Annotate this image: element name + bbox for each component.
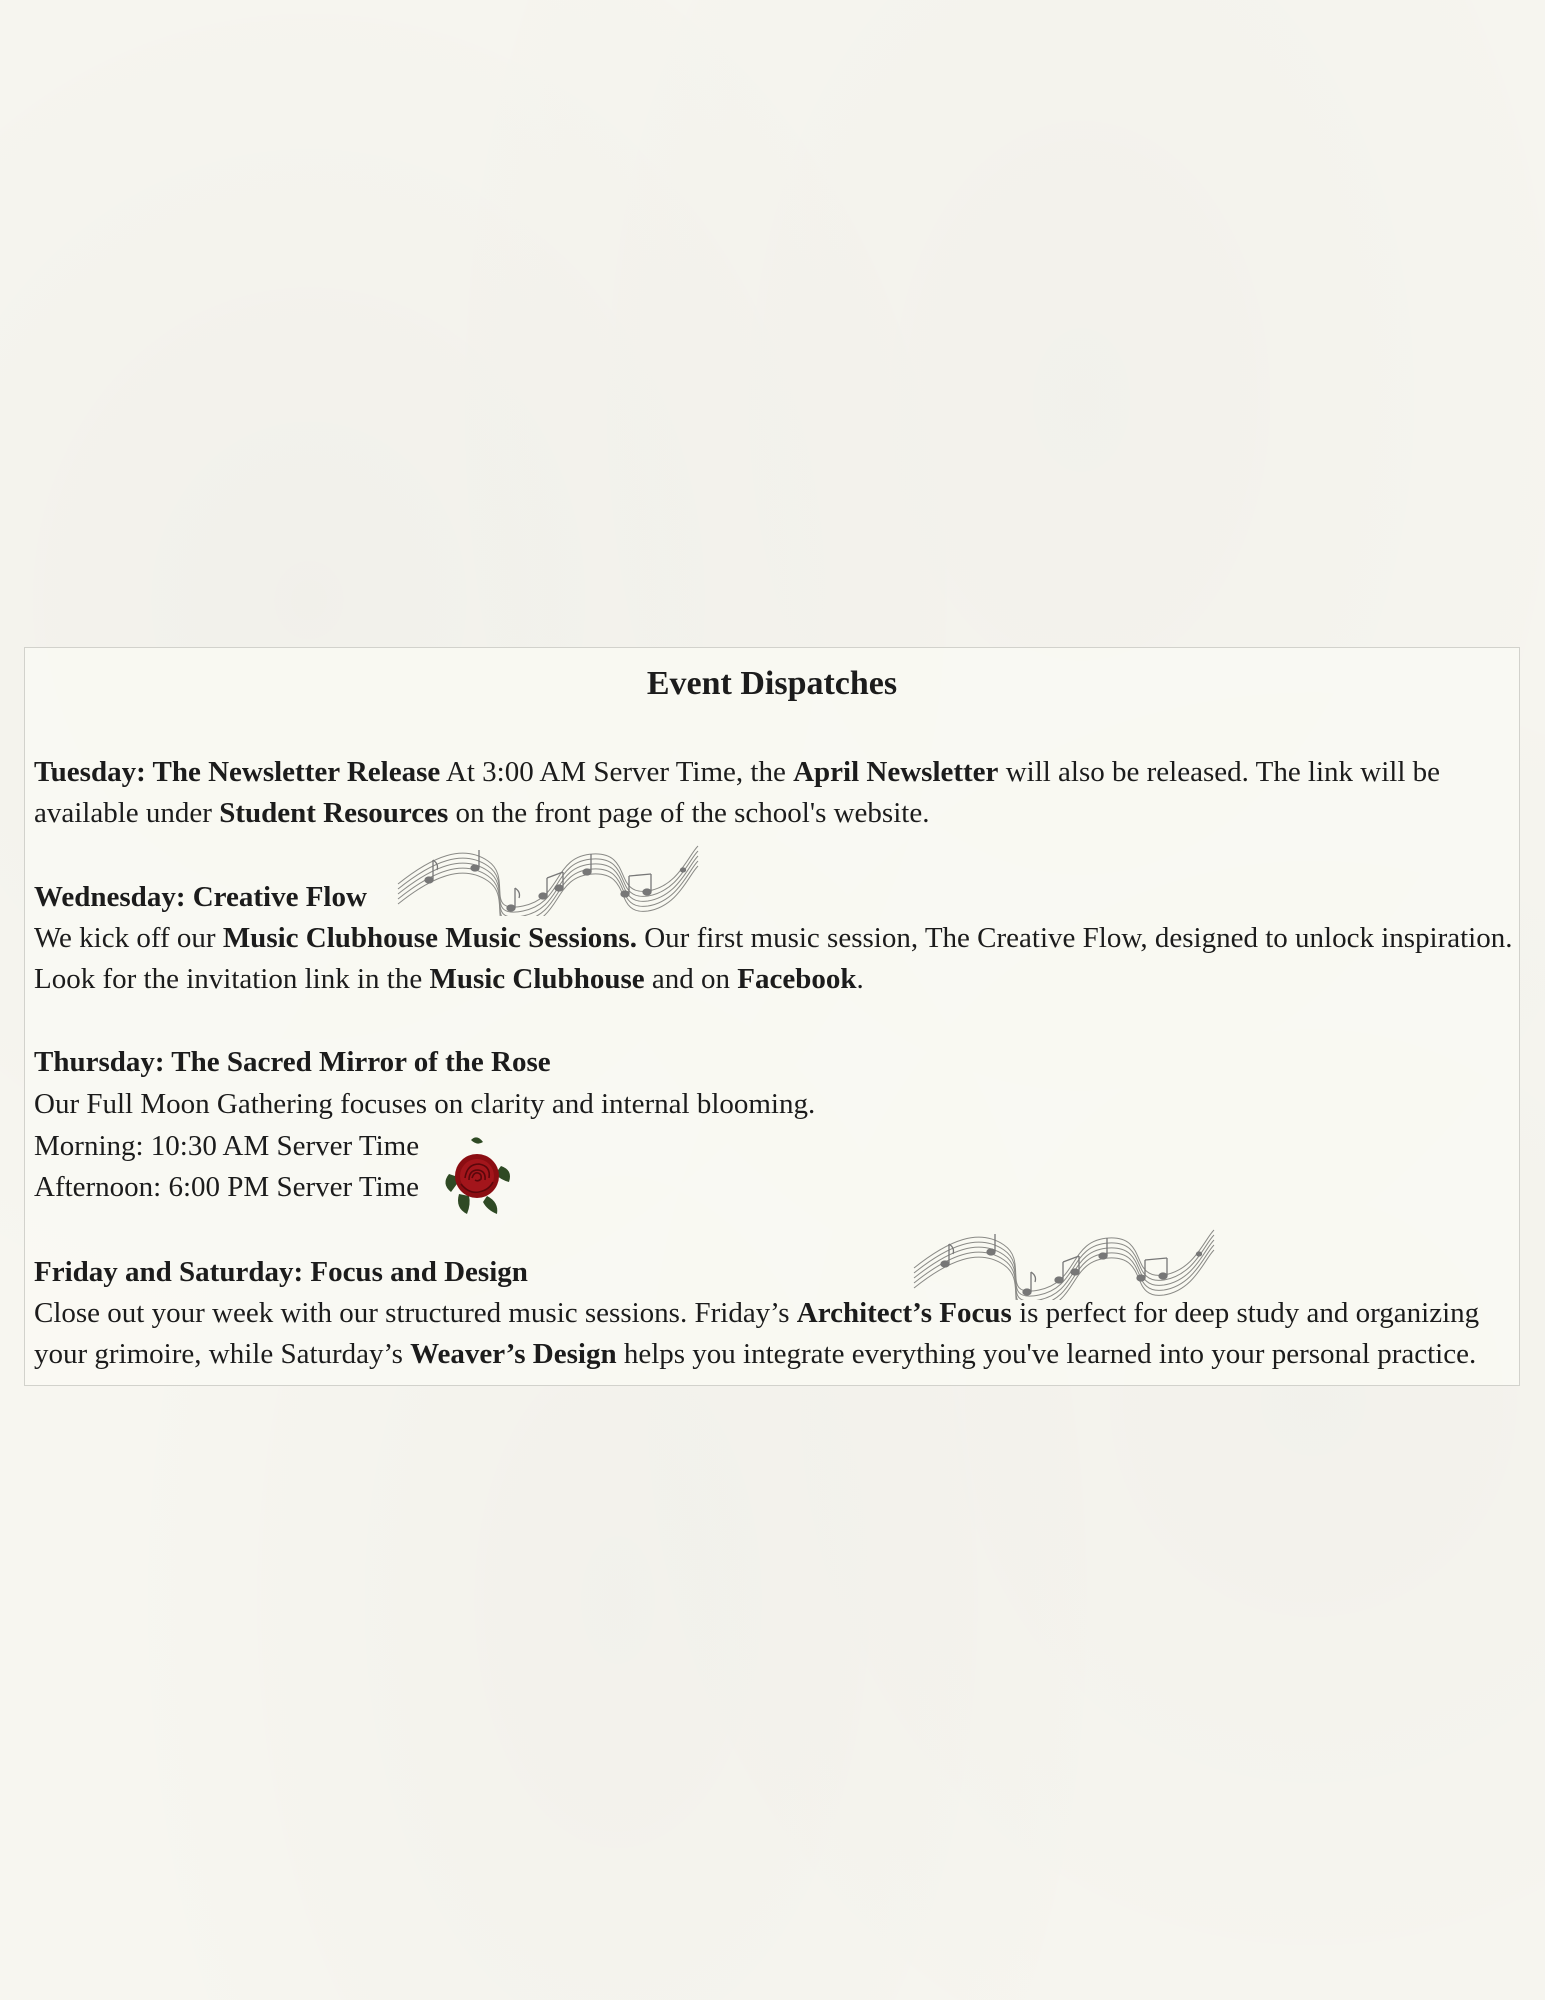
facebook-label: Facebook [737, 963, 857, 995]
tuesday-line-2 [34, 793, 929, 835]
wednesday-text-4: and on [644, 963, 738, 995]
thursday-heading-line [34, 1042, 551, 1084]
friday-saturday-line-2 [34, 1334, 1476, 1376]
thursday-line-1: Our Full Moon Gathering focuses on clarity and internal blooming. [34, 1088, 816, 1120]
friday-saturday-line-1 [34, 1293, 1479, 1335]
tuesday-text-1: At 3:00 AM Server Time, the [440, 756, 794, 788]
wednesday-line-1 [34, 918, 1513, 960]
wednesday-heading: Wednesday: Creative Flow [34, 881, 367, 913]
music-staff-icon [393, 836, 703, 916]
tuesday-text-2: will also be released. The link will be [998, 756, 1441, 788]
tuesday-text-4: on the front page of the school's website. [448, 797, 930, 829]
wednesday-text-1: We kick off our [34, 922, 223, 954]
rose-icon [441, 1136, 513, 1218]
tuesday-line-1 [34, 752, 1440, 794]
tuesday-text-3: available under [34, 797, 220, 829]
thursday-heading: Thursday: The Sacred Mirror of the Rose [34, 1046, 551, 1078]
wednesday-heading-line [34, 877, 367, 919]
thursday-afternoon-time: Afternoon: 6:00 PM Server Time [34, 1171, 420, 1203]
friday-saturday-heading: Friday and Saturday: Focus and Design [34, 1256, 528, 1288]
event-dispatches-panel [24, 647, 1520, 1386]
music-staff-icon [909, 1220, 1219, 1300]
architects-focus-label: Architect’s Focus [796, 1297, 1012, 1329]
friday-saturday-text-4: helps you integrate everything you've learned into your personal practice. [616, 1338, 1477, 1370]
tuesday-heading: Tuesday: The Newsletter Release [34, 756, 441, 788]
weavers-design-label: Weaver’s Design [410, 1338, 617, 1370]
friday-saturday-text-3: your grimoire, while Saturday’s [34, 1338, 411, 1370]
music-clubhouse-label: Music Clubhouse [429, 963, 645, 995]
music-sessions-label: Music Clubhouse Music Sessions. [222, 922, 637, 954]
wednesday-text-3: Look for the invitation link in the [34, 963, 430, 995]
friday-saturday-heading-line [34, 1252, 528, 1294]
thursday-morning-time: Morning: 10:30 AM Server Time [34, 1130, 420, 1162]
wednesday-text-5: . [856, 963, 864, 995]
friday-saturday-text-1: Close out your week with our structured music sessions. Friday’s [34, 1297, 797, 1329]
friday-saturday-text-2: is perfect for deep study and organizing [1011, 1297, 1480, 1329]
april-newsletter-label: April Newsletter [793, 756, 999, 788]
dispatch-title: Event Dispatches [646, 665, 898, 702]
wednesday-line-2 [34, 959, 864, 1001]
wednesday-text-2: Our first music session, The Creative Flow, designed to unlock inspiration. [636, 922, 1513, 954]
student-resources-label: Student Resources [219, 797, 449, 829]
